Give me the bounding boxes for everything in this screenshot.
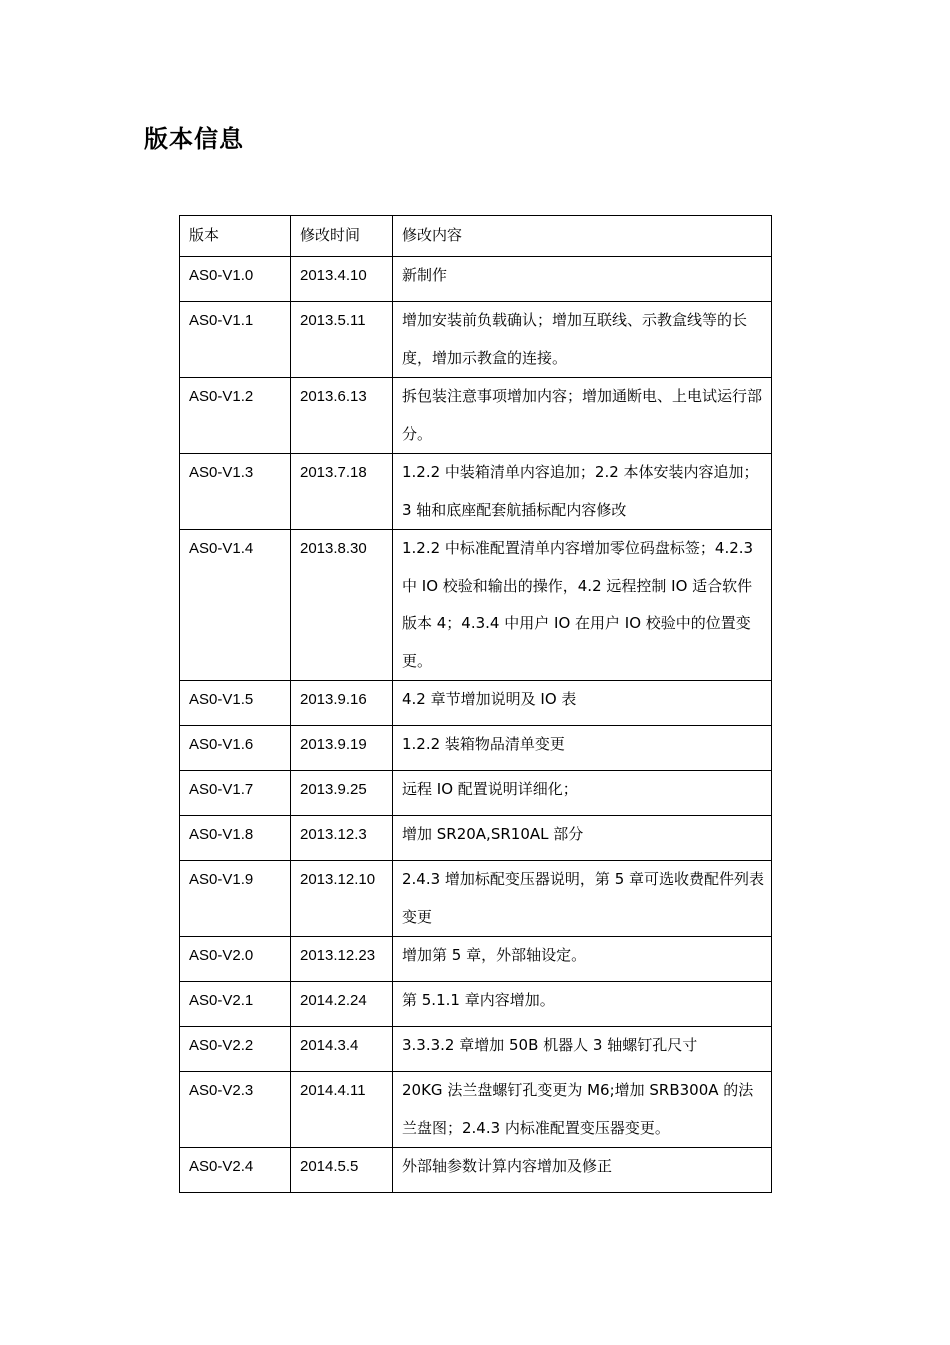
cell-content: 新制作 [393,257,772,302]
cell-date: 2013.12.23 [291,937,393,982]
cell-date: 2013.4.10 [291,257,393,302]
cell-content: 远程 IO 配置说明详细化； [393,771,772,816]
cell-version: AS0-V1.9 [180,861,291,937]
version-history-table [179,215,772,1193]
cell-version: AS0-V1.3 [180,454,291,530]
cell-version: AS0-V1.4 [180,530,291,681]
page-title: 版本信息 [144,125,244,153]
cell-content: 4.2 章节增加说明及 IO 表 [393,681,772,726]
cell-date: 2014.5.5 [291,1148,393,1193]
cell-version: AS0-V1.5 [180,681,291,726]
table-row [180,681,772,726]
cell-version: AS0-V2.4 [180,1148,291,1193]
cell-content: 1.2.2 装箱物品清单变更 [393,726,772,771]
cell-date: 2013.9.25 [291,771,393,816]
table-row [180,982,772,1027]
header-date: 修改时间 [291,216,393,257]
table-row [180,302,772,378]
cell-version: AS0-V2.1 [180,982,291,1027]
cell-date: 2013.12.3 [291,816,393,861]
table-row [180,726,772,771]
header-content: 修改内容 [393,216,772,257]
cell-version: AS0-V1.2 [180,378,291,454]
cell-date: 2013.9.19 [291,726,393,771]
table-row [180,861,772,937]
cell-version: AS0-V1.6 [180,726,291,771]
cell-content: 增加 SR20A,SR10AL 部分 [393,816,772,861]
table-row [180,937,772,982]
cell-version: AS0-V1.0 [180,257,291,302]
cell-content: 20KG 法兰盘螺钉孔变更为 M6;增加 SRB300A 的法兰盘图；2.4.3 内标准配置变压器变更。 [393,1072,772,1148]
cell-version: AS0-V1.8 [180,816,291,861]
cell-date: 2013.12.10 [291,861,393,937]
table-row [180,1148,772,1193]
table-row [180,1027,772,1072]
table-row [180,257,772,302]
cell-date: 2014.3.4 [291,1027,393,1072]
cell-version: AS0-V1.1 [180,302,291,378]
cell-content: 拆包装注意事项增加内容；增加通断电、上电试运行部分。 [393,378,772,454]
cell-version: AS0-V2.2 [180,1027,291,1072]
cell-content: 2.4.3 增加标配变压器说明，第 5 章可选收费配件列表变更 [393,861,772,937]
cell-date: 2013.7.18 [291,454,393,530]
cell-date: 2014.2.24 [291,982,393,1027]
cell-content: 3.3.3.2 章增加 50B 机器人 3 轴螺钉孔尺寸 [393,1027,772,1072]
cell-date: 2013.8.30 [291,530,393,681]
table-row [180,1072,772,1148]
cell-version: AS0-V2.0 [180,937,291,982]
table-row [180,816,772,861]
header-version: 版本 [180,216,291,257]
table-header-row [180,216,772,257]
cell-content: 1.2.2 中标准配置清单内容增加零位码盘标签；4.2.3 中 IO 校验和输出的操作，4.2 远程控制 IO 适合软件版本 4；4.3.4 中用户 IO 在用户 IO 校验中的位置变更。 [393,530,772,681]
cell-content: 1.2.2 中装箱清单内容追加；2.2 本体安装内容追加；3 轴和底座配套航插标配内容修改 [393,454,772,530]
cell-version: AS0-V1.7 [180,771,291,816]
cell-date: 2013.9.16 [291,681,393,726]
cell-date: 2013.5.11 [291,302,393,378]
cell-date: 2013.6.13 [291,378,393,454]
table-row [180,771,772,816]
cell-content: 增加安装前负载确认；增加互联线、示教盒线等的长度，增加示教盒的连接。 [393,302,772,378]
cell-content: 第 5.1.1 章内容增加。 [393,982,772,1027]
cell-content: 增加第 5 章，外部轴设定。 [393,937,772,982]
table-row [180,378,772,454]
table-row [180,454,772,530]
cell-date: 2014.4.11 [291,1072,393,1148]
cell-content: 外部轴参数计算内容增加及修正 [393,1148,772,1193]
table-row [180,530,772,681]
cell-version: AS0-V2.3 [180,1072,291,1148]
